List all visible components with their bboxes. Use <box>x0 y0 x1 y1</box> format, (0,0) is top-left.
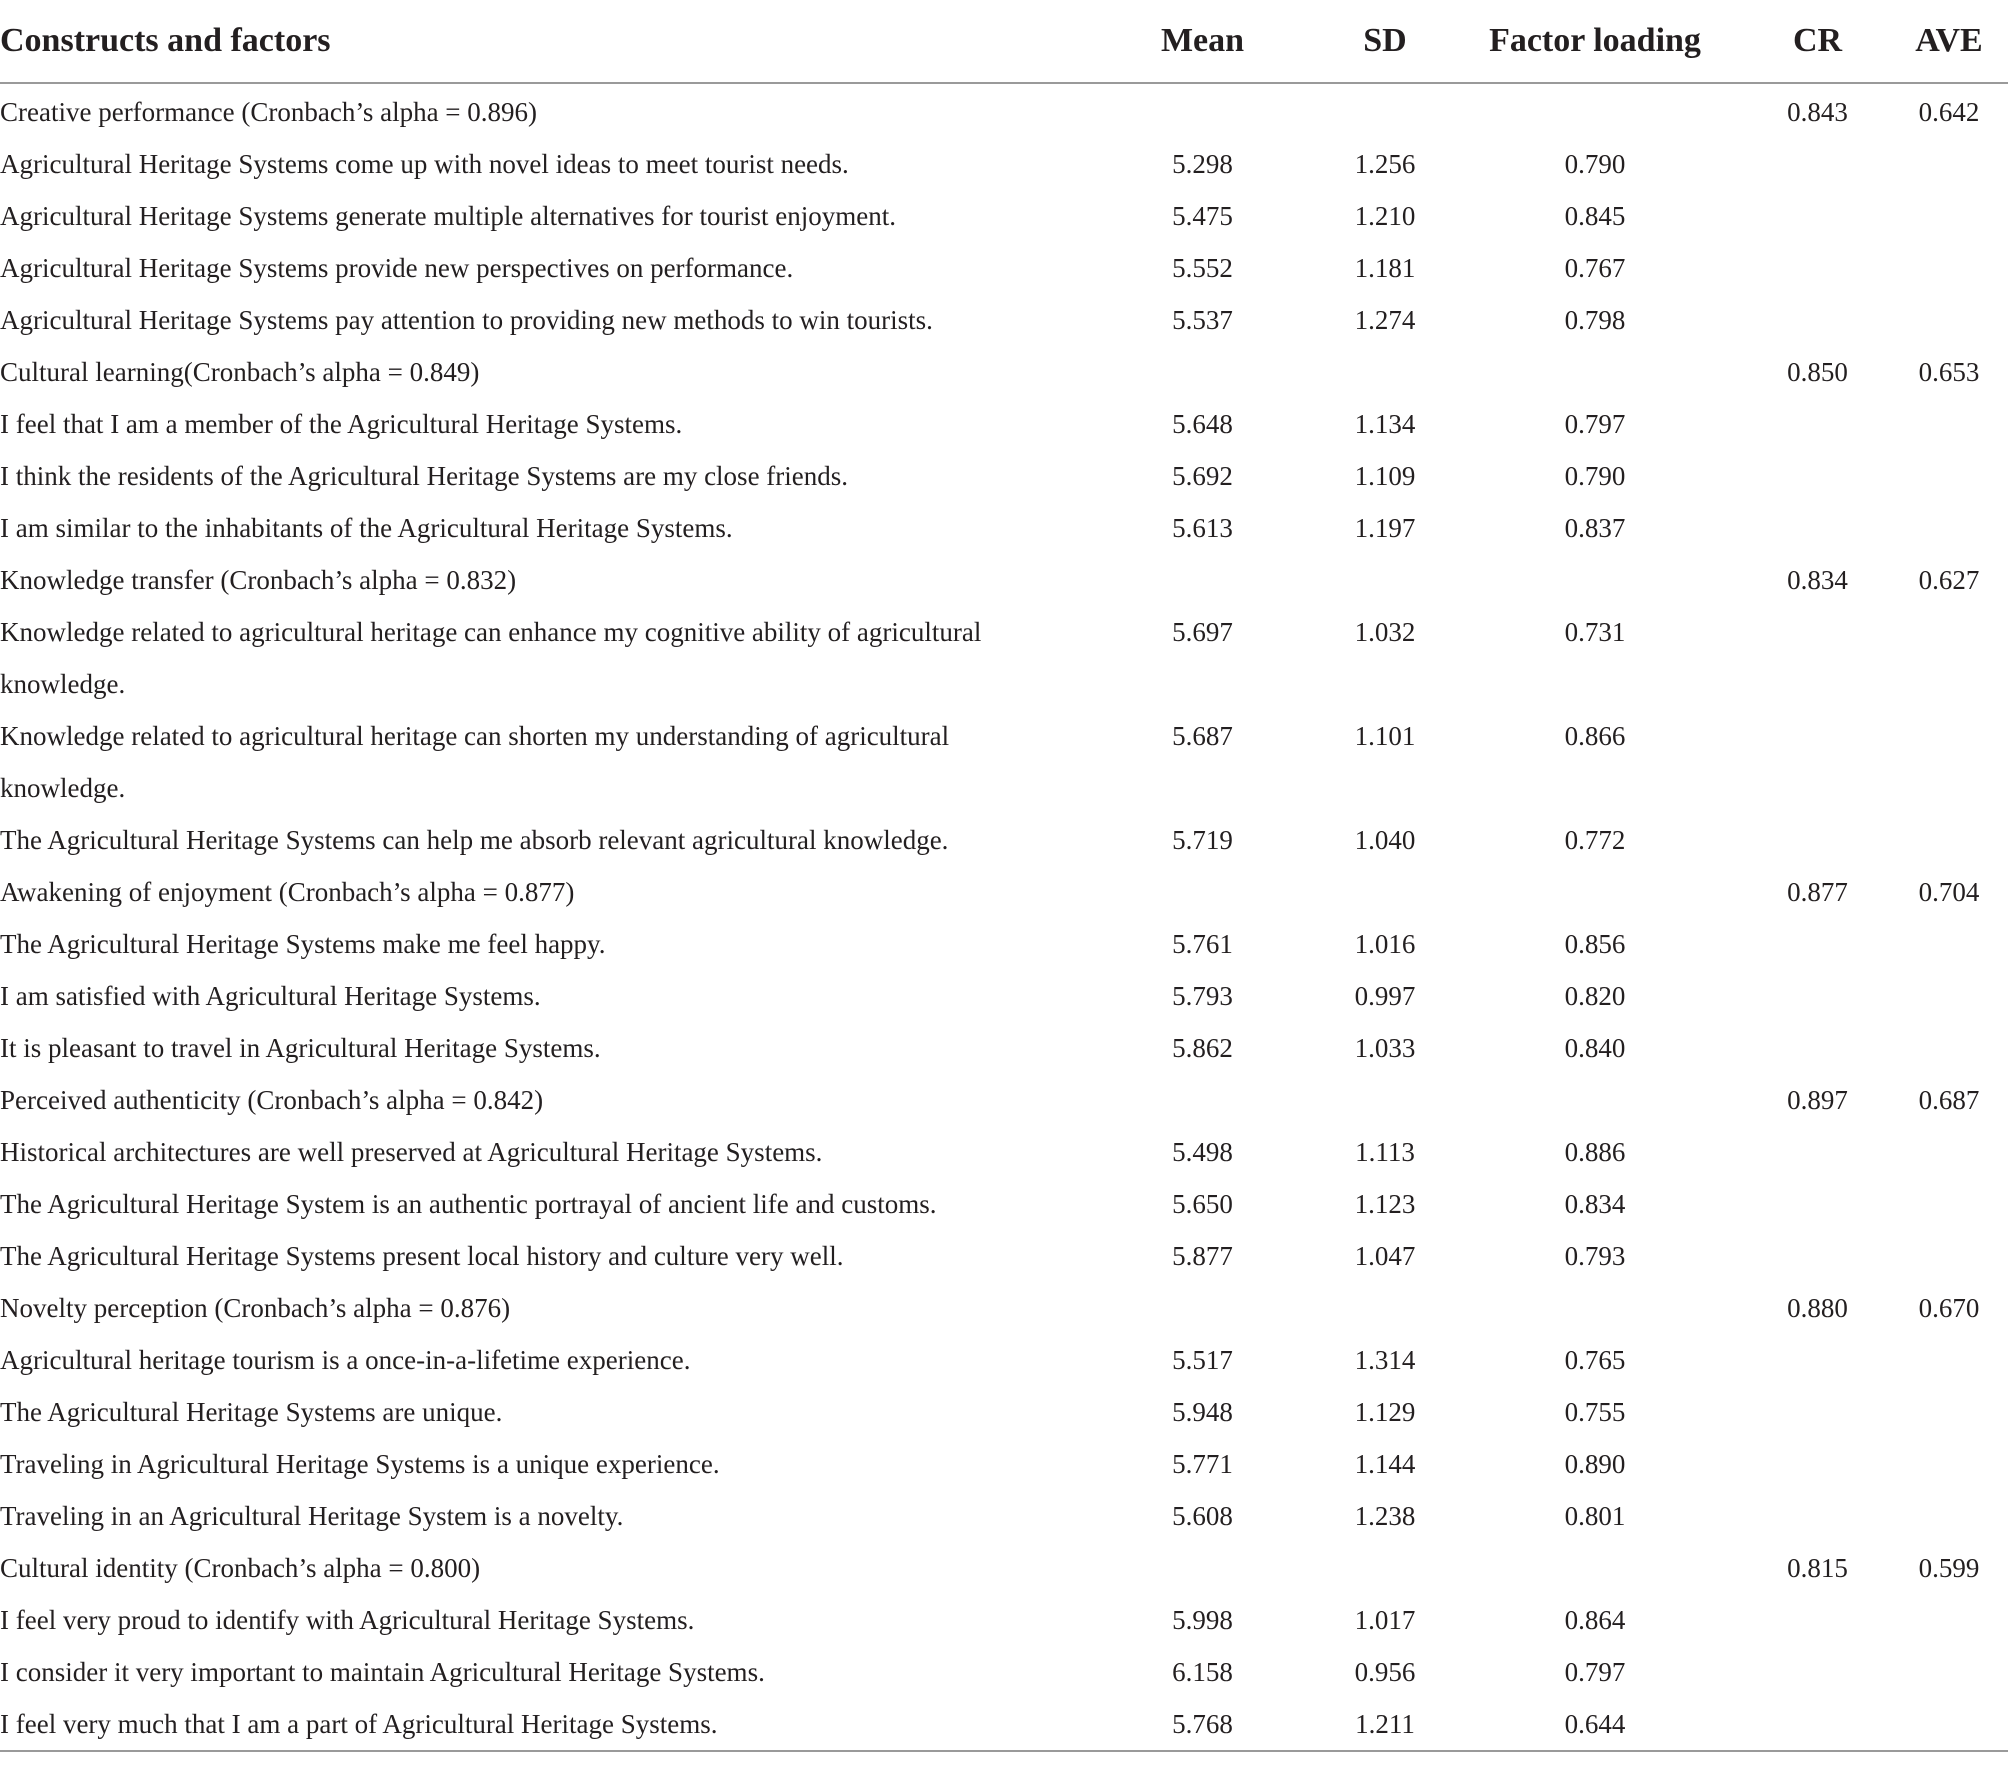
cell-mean: 5.948 <box>1172 1397 1233 1427</box>
cell-label: Agricultural Heritage Systems generate multiple alternatives for tourist enjoyment. <box>0 201 896 231</box>
table-footer-rule <box>0 1751 2008 1752</box>
cell-sd: 1.144 <box>1354 1449 1416 1479</box>
table-row <box>0 1646 2008 1698</box>
cell-mean: 5.613 <box>1172 513 1233 543</box>
cell-sd: 1.274 <box>1354 305 1416 335</box>
cell-label: Traveling in Agricultural Heritage Systems is a unique experience. <box>0 1449 720 1479</box>
cell-sd <box>1325 346 1445 398</box>
cell-cr: 0.880 <box>1787 1293 1848 1323</box>
cell-factor-loading: 0.772 <box>1564 825 1626 855</box>
cell-cr <box>1745 710 1890 814</box>
table-row <box>0 866 2008 918</box>
cell-mean: 5.650 <box>1172 1189 1233 1219</box>
cell-label: The Agricultural Heritage Systems can help me absorb relevant agricultural knowledge. <box>0 825 949 855</box>
cell-sd: 1.134 <box>1354 409 1416 439</box>
cell-sd: 0.956 <box>1354 1657 1416 1687</box>
cell-factor-loading: 0.856 <box>1564 929 1626 959</box>
cell-ave <box>1890 1178 2008 1230</box>
cell-label: Cultural learning(Cronbach’s alpha = 0.849) <box>0 357 480 387</box>
header-constructs: Constructs and factors <box>0 0 1080 83</box>
cell-ave <box>1890 1230 2008 1282</box>
table-header <box>0 0 2008 83</box>
cell-sd: 1.016 <box>1354 929 1416 959</box>
table-row <box>0 190 2008 242</box>
cell-cr <box>1745 398 1890 450</box>
cell-cr <box>1745 1490 1890 1542</box>
cell-label: I feel very proud to identify with Agricultural Heritage Systems. <box>0 1605 695 1635</box>
cell-cr <box>1745 1126 1890 1178</box>
cell-mean: 5.998 <box>1172 1605 1233 1635</box>
cell-label: Historical architectures are well preserved at Agricultural Heritage Systems. <box>0 1137 823 1167</box>
cell-ave <box>1890 1126 2008 1178</box>
cell-ave <box>1890 1646 2008 1698</box>
cell-cr <box>1745 1386 1890 1438</box>
cell-cr: 0.815 <box>1787 1553 1848 1583</box>
cell-ave <box>1890 1698 2008 1751</box>
cell-label: I consider it very important to maintain Agricultural Heritage Systems. <box>0 1657 765 1687</box>
cell-factor-loading: 0.731 <box>1564 617 1626 647</box>
cell-mean <box>1080 1074 1325 1126</box>
table-row <box>0 814 2008 866</box>
cell-mean: 5.692 <box>1172 461 1233 491</box>
cell-mean: 5.862 <box>1172 1033 1233 1063</box>
cell-factor-loading: 0.834 <box>1564 1189 1626 1219</box>
cell-label: Novelty perception (Cronbach’s alpha = 0.876) <box>0 1293 511 1323</box>
cell-cr: 0.834 <box>1787 565 1848 595</box>
header-ave: AVE <box>1890 0 2008 83</box>
cell-cr <box>1745 1022 1890 1074</box>
cell-mean: 5.877 <box>1172 1241 1233 1271</box>
cell-cr <box>1745 502 1890 554</box>
cell-mean: 5.719 <box>1172 825 1233 855</box>
cell-label: Creative performance (Cronbach’s alpha = 0.896) <box>0 97 538 127</box>
table-row <box>0 502 2008 554</box>
cell-cr <box>1745 1334 1890 1386</box>
table-row <box>0 970 2008 1022</box>
header-sd: SD <box>1325 0 1445 83</box>
header-mean: Mean <box>1080 0 1325 83</box>
cell-label: Knowledge transfer (Cronbach’s alpha = 0.832) <box>0 565 517 595</box>
table-row <box>0 1074 2008 1126</box>
cell-label: Awakening of enjoyment (Cronbach’s alpha = 0.877) <box>0 877 575 907</box>
header-row <box>0 0 2008 83</box>
cell-mean: 5.697 <box>1172 617 1233 647</box>
cell-sd: 1.040 <box>1354 825 1416 855</box>
cell-mean: 5.298 <box>1172 149 1233 179</box>
cell-ave: 0.653 <box>1918 357 1980 387</box>
table-row <box>0 138 2008 190</box>
cell-label: Traveling in an Agricultural Heritage System is a novelty. <box>0 1501 624 1531</box>
cell-label: The Agricultural Heritage Systems present local history and culture very well. <box>0 1241 844 1271</box>
cell-mean: 6.158 <box>1172 1657 1233 1687</box>
cell-mean: 5.771 <box>1172 1449 1233 1479</box>
cell-ave <box>1890 138 2008 190</box>
cell-factor-loading: 0.801 <box>1564 1501 1626 1531</box>
cell-sd: 1.101 <box>1354 721 1416 751</box>
cell-sd: 1.197 <box>1354 513 1416 543</box>
table-row <box>0 1178 2008 1230</box>
cell-ave <box>1890 450 2008 502</box>
table-row <box>0 1230 2008 1282</box>
cell-factor-loading: 0.793 <box>1564 1241 1626 1271</box>
table-row <box>0 554 2008 606</box>
cell-ave <box>1890 1594 2008 1646</box>
cell-ave <box>1890 190 2008 242</box>
cell-ave <box>1890 1386 2008 1438</box>
cell-factor-loading <box>1445 1542 1745 1594</box>
table-row <box>0 1126 2008 1178</box>
table-row <box>0 450 2008 502</box>
cell-factor-loading: 0.837 <box>1564 513 1626 543</box>
cell-cr <box>1745 1230 1890 1282</box>
cell-mean: 5.498 <box>1172 1137 1233 1167</box>
cell-sd <box>1325 83 1445 138</box>
cell-label: I feel that I am a member of the Agricultural Heritage Systems. <box>0 409 683 439</box>
cell-ave: 0.627 <box>1918 565 1980 595</box>
cell-sd: 1.017 <box>1354 1605 1416 1635</box>
cell-sd: 1.181 <box>1354 253 1416 283</box>
cell-label: Perceived authenticity (Cronbach’s alpha = 0.842) <box>0 1085 544 1115</box>
cell-mean: 5.475 <box>1172 201 1233 231</box>
cell-label: Agricultural Heritage Systems provide new perspectives on performance. <box>0 253 794 283</box>
cell-label: I am similar to the inhabitants of the Agricultural Heritage Systems. <box>0 513 733 543</box>
cell-mean <box>1080 83 1325 138</box>
cell-mean: 5.687 <box>1172 721 1233 751</box>
cell-cr <box>1745 294 1890 346</box>
cell-mean: 5.793 <box>1172 981 1233 1011</box>
cell-factor-loading: 0.755 <box>1564 1397 1626 1427</box>
cell-mean <box>1080 866 1325 918</box>
cell-factor-loading: 0.840 <box>1564 1033 1626 1063</box>
cell-cr <box>1745 138 1890 190</box>
cell-label: Knowledge related to agricultural heritage can shorten my understanding of agricultural knowledge. <box>0 721 950 803</box>
cell-ave <box>1890 814 2008 866</box>
header-factor-loading: Factor loading <box>1445 0 1745 83</box>
cell-sd: 1.047 <box>1354 1241 1416 1271</box>
cell-factor-loading <box>1445 866 1745 918</box>
cell-ave: 0.704 <box>1918 877 1980 907</box>
cell-cr <box>1745 814 1890 866</box>
cell-label: Agricultural heritage tourism is a once-in-a-lifetime experience. <box>0 1345 691 1375</box>
cell-mean: 5.552 <box>1172 253 1233 283</box>
cell-label: I feel very much that I am a part of Agricultural Heritage Systems. <box>0 1709 718 1739</box>
cell-sd: 1.211 <box>1355 1709 1415 1739</box>
cell-cr <box>1745 1594 1890 1646</box>
table-row <box>0 1334 2008 1386</box>
cell-cr: 0.897 <box>1787 1085 1848 1115</box>
bottom-rule <box>0 1751 2008 1752</box>
table-row <box>0 398 2008 450</box>
cell-cr: 0.877 <box>1787 877 1848 907</box>
cell-factor-loading: 0.790 <box>1564 149 1626 179</box>
cell-sd <box>1325 1282 1445 1334</box>
table-row <box>0 1386 2008 1438</box>
cell-factor-loading <box>1445 1282 1745 1334</box>
table-row <box>0 606 2008 710</box>
cell-mean: 5.768 <box>1172 1709 1233 1739</box>
cell-sd: 1.256 <box>1354 149 1416 179</box>
cell-ave <box>1890 606 2008 710</box>
cell-cr <box>1745 450 1890 502</box>
cell-label: Knowledge related to agricultural heritage can enhance my cognitive ability of agricultural knowledge. <box>0 617 982 699</box>
table-row <box>0 242 2008 294</box>
cell-label: I am satisfied with Agricultural Heritage Systems. <box>0 981 541 1011</box>
cell-label: Cultural identity (Cronbach’s alpha = 0.800) <box>0 1553 481 1583</box>
cell-label: It is pleasant to travel in Agricultural Heritage Systems. <box>0 1033 601 1063</box>
cell-factor-loading: 0.790 <box>1564 461 1626 491</box>
cell-ave: 0.599 <box>1918 1553 1980 1583</box>
table-row <box>0 1022 2008 1074</box>
cell-cr <box>1745 1646 1890 1698</box>
cell-cr <box>1745 1698 1890 1751</box>
cell-sd <box>1325 554 1445 606</box>
cell-sd: 1.314 <box>1354 1345 1416 1375</box>
cell-cr <box>1745 606 1890 710</box>
cell-factor-loading: 0.890 <box>1564 1449 1626 1479</box>
cell-sd: 1.109 <box>1354 461 1416 491</box>
cell-sd: 1.129 <box>1354 1397 1416 1427</box>
cell-sd <box>1325 1542 1445 1594</box>
cell-label: The Agricultural Heritage System is an authentic portrayal of ancient life and customs. <box>0 1189 937 1219</box>
cell-mean <box>1080 1282 1325 1334</box>
table-row <box>0 1438 2008 1490</box>
table-row <box>0 1282 2008 1334</box>
cell-ave <box>1890 502 2008 554</box>
cell-ave: 0.670 <box>1918 1293 1980 1323</box>
cell-sd: 1.123 <box>1354 1189 1416 1219</box>
header-cr: CR <box>1745 0 1890 83</box>
cell-ave <box>1890 398 2008 450</box>
cell-cr: 0.843 <box>1787 97 1848 127</box>
cell-factor-loading: 0.845 <box>1564 201 1626 231</box>
cell-factor-loading <box>1445 554 1745 606</box>
cell-cr <box>1745 1438 1890 1490</box>
cell-label: The Agricultural Heritage Systems are unique. <box>0 1397 503 1427</box>
cell-factor-loading: 0.798 <box>1564 305 1626 335</box>
cell-factor-loading <box>1445 1074 1745 1126</box>
cell-factor-loading <box>1445 83 1745 138</box>
table-row <box>0 83 2008 138</box>
cell-cr <box>1745 918 1890 970</box>
cell-mean: 5.608 <box>1172 1501 1233 1531</box>
table-row <box>0 1594 2008 1646</box>
table-row <box>0 346 2008 398</box>
cell-ave <box>1890 294 2008 346</box>
cell-factor-loading: 0.866 <box>1564 721 1626 751</box>
cell-mean: 5.761 <box>1172 929 1233 959</box>
cell-cr <box>1745 1178 1890 1230</box>
cell-sd: 1.032 <box>1354 617 1416 647</box>
cell-sd: 0.997 <box>1354 981 1416 1011</box>
cell-sd: 1.033 <box>1354 1033 1416 1063</box>
table-row <box>0 1542 2008 1594</box>
cell-sd: 1.113 <box>1355 1137 1415 1167</box>
cell-ave <box>1890 1334 2008 1386</box>
cell-cr <box>1745 190 1890 242</box>
cell-ave <box>1890 1490 2008 1542</box>
cell-ave <box>1890 918 2008 970</box>
cell-ave <box>1890 1022 2008 1074</box>
table-row <box>0 710 2008 814</box>
cell-factor-loading: 0.765 <box>1564 1345 1626 1375</box>
cell-label: Agricultural Heritage Systems come up with novel ideas to meet tourist needs. <box>0 149 849 179</box>
cell-cr <box>1745 970 1890 1022</box>
cell-mean: 5.648 <box>1172 409 1233 439</box>
cell-sd <box>1325 866 1445 918</box>
cell-label: The Agricultural Heritage Systems make me feel happy. <box>0 929 606 959</box>
table-row <box>0 1490 2008 1542</box>
cell-mean <box>1080 1542 1325 1594</box>
cell-sd <box>1325 1074 1445 1126</box>
cell-label: I think the residents of the Agricultural Heritage Systems are my close friends. <box>0 461 849 491</box>
cell-factor-loading: 0.797 <box>1564 409 1626 439</box>
cell-ave: 0.687 <box>1918 1085 1980 1115</box>
cell-factor-loading: 0.864 <box>1564 1605 1626 1635</box>
cell-factor-loading: 0.797 <box>1564 1657 1626 1687</box>
cell-ave <box>1890 970 2008 1022</box>
cell-mean <box>1080 554 1325 606</box>
cell-factor-loading <box>1445 346 1745 398</box>
cell-ave <box>1890 1438 2008 1490</box>
cell-cr <box>1745 242 1890 294</box>
cell-sd: 1.210 <box>1354 201 1416 231</box>
table-row <box>0 294 2008 346</box>
cell-sd: 1.238 <box>1354 1501 1416 1531</box>
cell-mean: 5.517 <box>1172 1345 1233 1375</box>
cell-factor-loading: 0.820 <box>1564 981 1626 1011</box>
cell-mean: 5.537 <box>1172 305 1233 335</box>
cell-ave: 0.642 <box>1918 97 1980 127</box>
table-row <box>0 1698 2008 1751</box>
cell-ave <box>1890 710 2008 814</box>
cell-mean <box>1080 346 1325 398</box>
cell-label: Agricultural Heritage Systems pay attention to providing new methods to win tourists. <box>0 305 933 335</box>
cell-factor-loading: 0.644 <box>1564 1709 1626 1739</box>
cell-factor-loading: 0.767 <box>1564 253 1626 283</box>
table-body <box>0 83 2008 1751</box>
cell-cr: 0.850 <box>1787 357 1848 387</box>
cell-factor-loading: 0.886 <box>1564 1137 1626 1167</box>
cell-ave <box>1890 242 2008 294</box>
table-row <box>0 918 2008 970</box>
